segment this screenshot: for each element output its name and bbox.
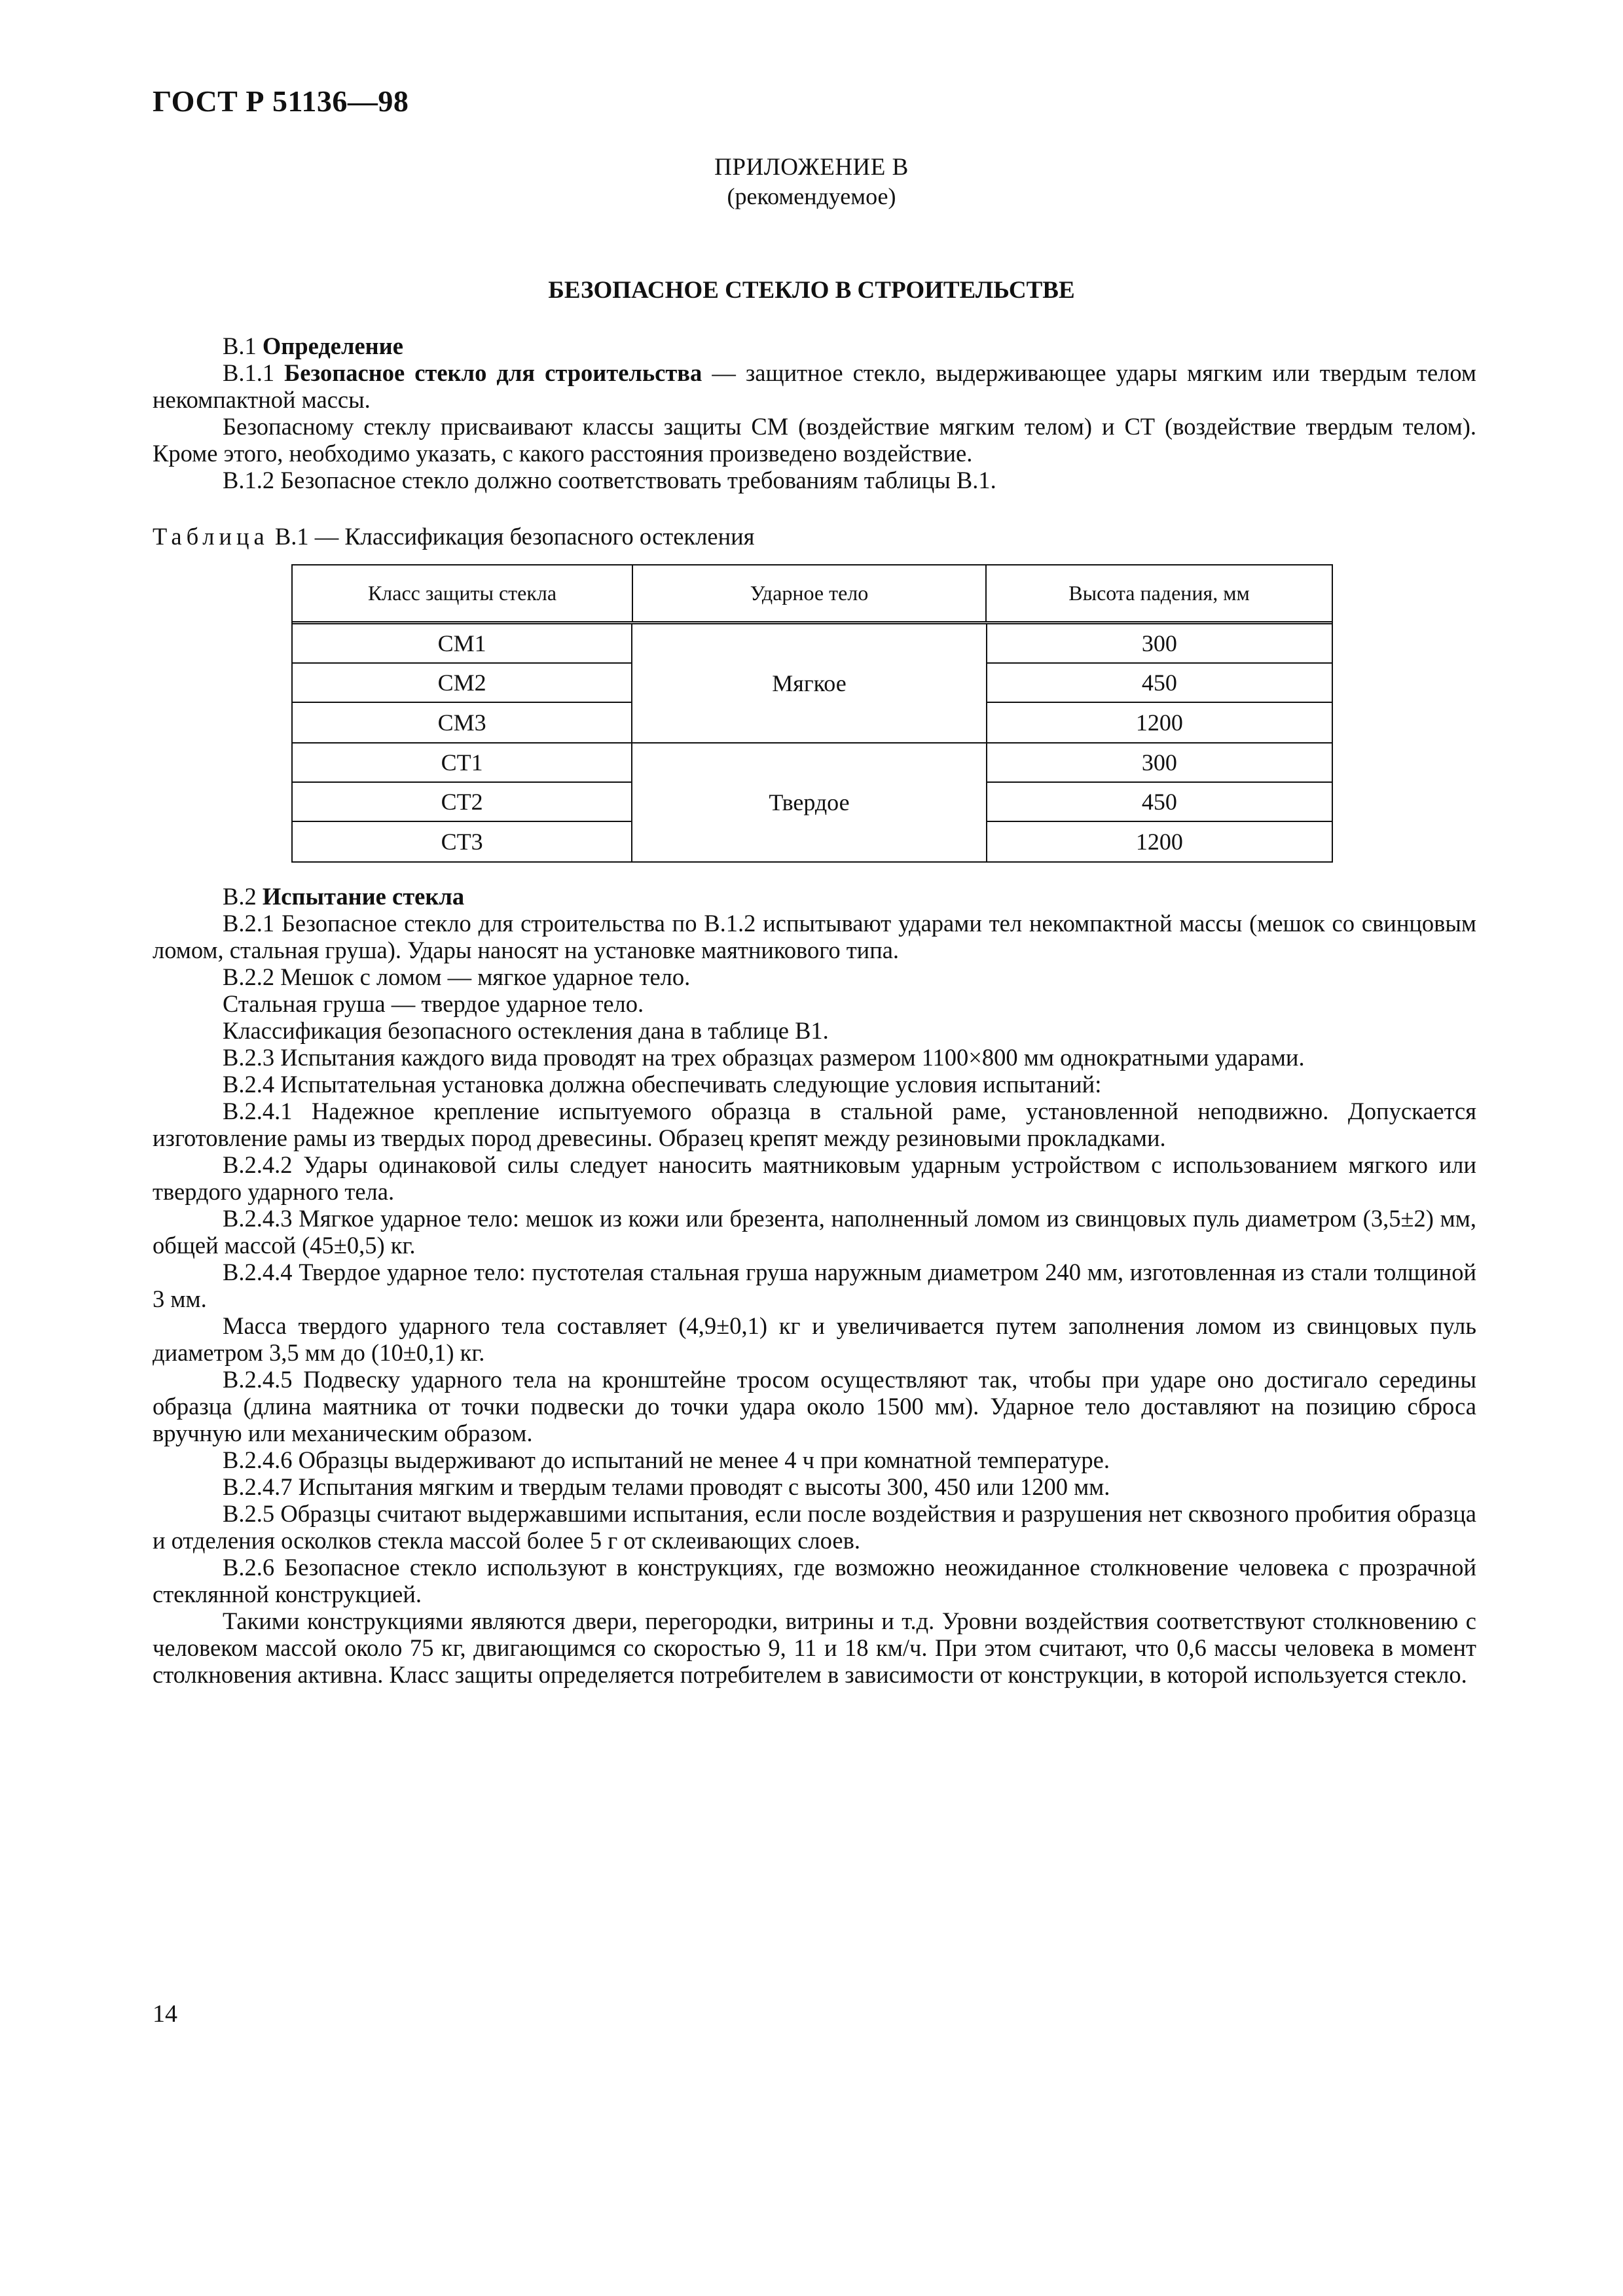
- section-heading-text: Определение: [262, 332, 403, 359]
- paragraph: Масса твердого ударного тела составляет (4,9±0,1) кг и увеличивается путем заполнения ломом из свинцовых пуль диаметром 3,5 мм до (10±0,1) кг.: [153, 1312, 1476, 1366]
- table-cell: СМ1: [293, 624, 631, 664]
- paragraph: Классификация безопасного остекления дана в таблице В1.: [223, 1017, 829, 1044]
- table-cell: 450: [987, 783, 1332, 822]
- appendix-subtitle: (рекомендуемое): [727, 183, 896, 209]
- paragraph: В.2.1 Безопасное стекло для строительства по В.1.2 испытывают ударами тел некомпактной массы (мешок со свинцовым ломом, стальная груша). Удары наносят на установке маятникового типа.: [153, 910, 1476, 963]
- table-cell: СТ1: [293, 744, 631, 783]
- table-merged-cell: Твердое: [632, 744, 987, 861]
- table-header-row: [293, 565, 1332, 624]
- paragraph: В.2.4.3 Мягкое ударное тело: мешок из кожи или брезента, наполненный ломом из свинцовых пуль диаметром (3,5±2) мм, общей массой (45±0,5) кг.: [153, 1205, 1476, 1259]
- document-header: ГОСТ Р 51136—98: [153, 84, 409, 118]
- table-header-cell: Ударное тело: [633, 565, 987, 621]
- page-number: 14: [153, 2000, 177, 2028]
- table-caption: [153, 522, 754, 550]
- paragraph: В.2.4.1 Надежное крепление испытуемого образца в стальной раме, установленной неподвижно. Допускается изготовление рамы из твердых пород древесины. Образец крепят между резиновыми прокладками.: [153, 1098, 1476, 1151]
- table-group-soft: [293, 624, 1332, 744]
- table-cell: 300: [987, 744, 1332, 783]
- paragraph: Такими конструкциями являются двери, перегородки, витрины и т.д. Уровни воздействия соответствуют столкновению с человеком массой около 75 кг, двигающимся со скоростью 9, 11 и 18 км/ч. При этом считают, что 0,6 массы человека в момент столкновения активна. Класс защиты определяется потребителем в зависимости от конструкции, в которой используется стекло.: [153, 1607, 1476, 1688]
- definition-text: — защитное стекло, выдерживающее удары мягким или твердым телом некомпактной массы.: [153, 359, 1477, 413]
- table-group-hard: [293, 744, 1332, 861]
- appendix-title: ПРИЛОЖЕНИЕ В: [714, 154, 909, 181]
- paragraph: В.2.3 Испытания каждого вида проводят на трех образцах размером 1100×800 мм однократными ударами.: [223, 1044, 1305, 1071]
- paragraph: В.2.4 Испытательная установка должна обеспечивать следующие условия испытаний:: [223, 1071, 1102, 1098]
- testing-section: [153, 883, 1476, 1688]
- paragraph: В.2.4.2 Удары одинаковой силы следует наносить маятниковым ударным устройством с использованием мягкого или твердого ударного тела.: [153, 1151, 1476, 1205]
- table-cell: СМ3: [437, 709, 486, 736]
- section-b2-heading: [153, 883, 1476, 910]
- paragraph: Стальная груша — твердое ударное тело.: [223, 990, 644, 1017]
- section-b1-heading: [153, 332, 1476, 359]
- height-column: [987, 744, 1332, 861]
- section-number: В.1: [223, 332, 257, 359]
- height-column: [987, 624, 1332, 742]
- table-cell: СМ2: [293, 664, 631, 703]
- section-heading-text: Испытание стекла: [262, 883, 465, 910]
- paragraph: В.2.4.4 Твердое ударное тело: пустотелая стальная груша наружным диаметром 240 мм, изготовленная из стали толщиной 3 мм.: [153, 1259, 1476, 1312]
- table-cell: 1200: [1135, 709, 1183, 736]
- paragraph: В.1.2 Безопасное стекло должно соответствовать требованиям таблицы В.1.: [223, 467, 996, 493]
- table-caption-label: Таблица: [153, 523, 269, 550]
- paragraph: В.2.2 Мешок с ломом — мягкое ударное тело.: [223, 963, 691, 990]
- paragraph: В.2.6 Безопасное стекло используют в конструкциях, где возможно неожиданное столкновение человека с прозрачной стеклянной конструкцией.: [153, 1554, 1476, 1607]
- clause-number: В.1.1: [223, 359, 275, 386]
- table-merged-cell: Мягкое: [632, 624, 987, 742]
- table-cell: 300: [987, 624, 1332, 664]
- defined-term: Безопасное стекло для строительства: [284, 359, 702, 386]
- section-title: БЕЗОПАСНОЕ СТЕКЛО В СТРОИТЕЛЬСТВЕ: [548, 277, 1075, 304]
- table-cell: СТ3: [441, 829, 483, 855]
- class-column: [293, 624, 632, 742]
- table-cell: 1200: [1135, 829, 1183, 855]
- paragraph: В.2.4.7 Испытания мягким и твердым телами проводят с высоты 300, 450 или 1200 мм.: [223, 1473, 1110, 1500]
- section-number: В.2: [223, 883, 257, 910]
- paragraph-b11: [153, 359, 1476, 413]
- paragraph: В.2.5 Образцы считают выдержавшими испытания, если после воздействия и разрушения нет сквозного пробития образца и отделения осколков стекла массой более 5 г от склеивающих слоев.: [153, 1500, 1476, 1554]
- classification-table: [291, 564, 1333, 863]
- table-cell: СТ2: [293, 783, 631, 822]
- table-header-cell: Высота падения, мм: [1068, 581, 1250, 605]
- table-cell: 450: [987, 664, 1332, 703]
- definition-section: [153, 332, 1476, 493]
- table-header-cell: Класс защиты стекла: [293, 565, 633, 621]
- paragraph: Безопасному стеклу присваивают классы защиты СМ (воздействие мягким телом) и СТ (воздействие твердым телом). Кроме этого, необходимо указать, с какого расстояния произведено воздействие.: [153, 413, 1476, 467]
- paragraph: В.2.4.6 Образцы выдерживают до испытаний не менее 4 ч при комнатной температуре.: [223, 1446, 1110, 1473]
- paragraph: В.2.4.5 Подвеску ударного тела на кронштейне тросом осуществляют так, чтобы при ударе оно достигало середины образца (длина маятника от точки подвески до точки удара около 1500 мм). Ударное тело доставляют на позицию сброса вручную или механическим образом.: [153, 1366, 1476, 1446]
- class-column: [293, 744, 632, 861]
- table-caption-text: В.1 — Классификация безопасного остекления: [268, 523, 755, 550]
